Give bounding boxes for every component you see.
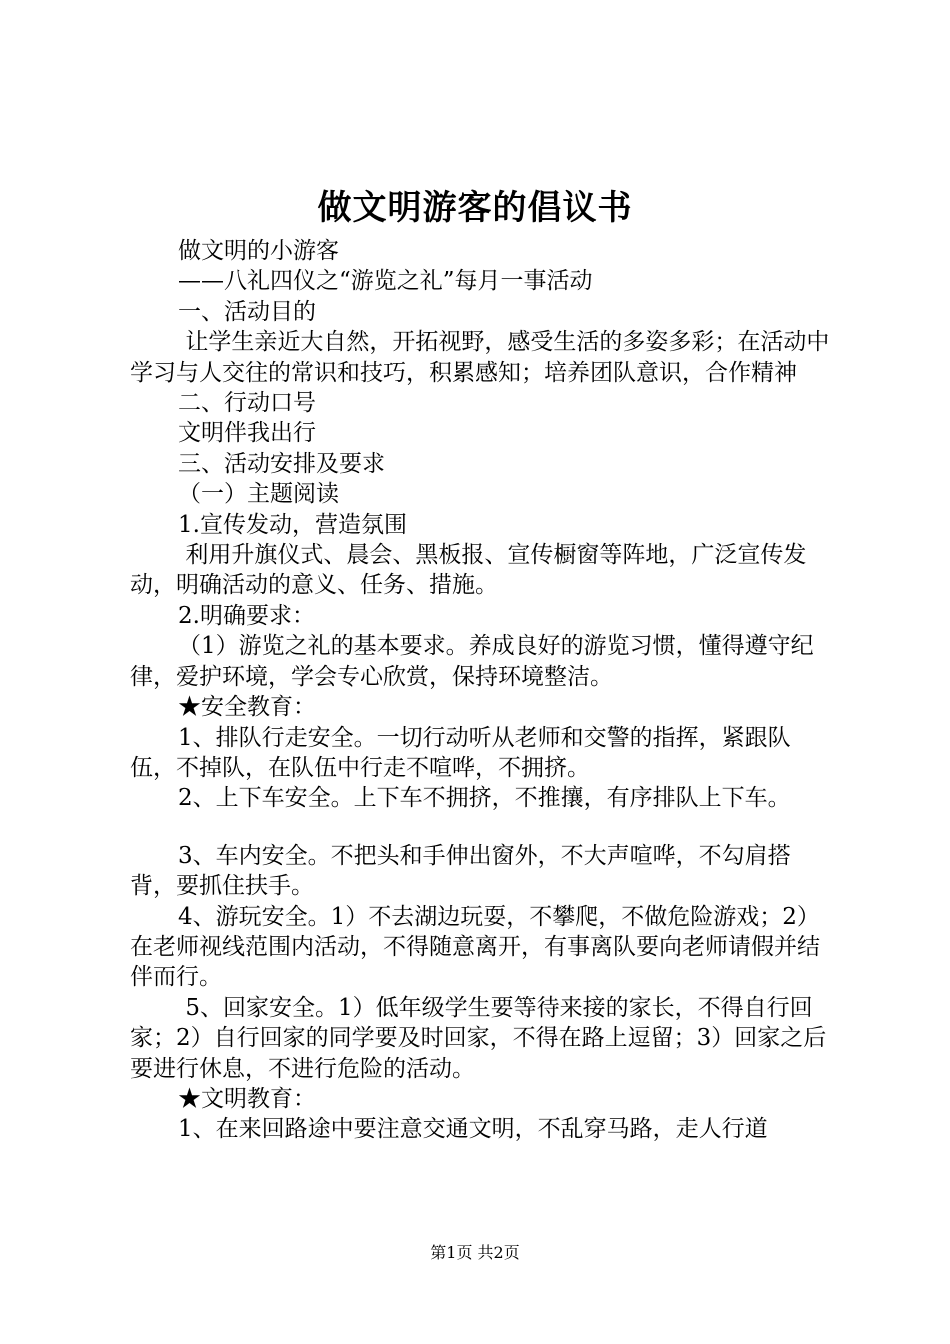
paragraph: 1.宣传发动，营造氛围 <box>178 511 407 538</box>
paragraph: 文明伴我出行 <box>178 420 316 447</box>
paragraph: 做文明的小游客 <box>178 238 339 264</box>
section-heading: 三、活动安排及要求 <box>178 450 385 477</box>
paragraph: 1、在来回路途中要注意交通文明，不乱穿马路，走人行道 <box>178 1116 768 1143</box>
section-heading: 一、活动目的 <box>178 298 316 325</box>
paragraph: 4、游玩安全。1）不去湖边玩耍，不攀爬，不做危险游戏；2）在老师视线范围内活动，不得随意离开，有事离队要向老师请假并结伴而行。 <box>130 903 820 991</box>
paragraph: 3、车内安全。不把头和手伸出窗外，不大声喧哗，不勾肩搭背，要抓住扶手。 <box>130 842 791 900</box>
subsection-heading: （一）主题阅读 <box>178 481 339 508</box>
section-heading: 二、行动口号 <box>178 390 316 417</box>
paragraph: 让学生亲近大自然，开拓视野，感受生活的多姿多彩；在活动中学习与人交往的常识和技巧，积累感知；培养团队意识，合作精神 <box>130 329 830 386</box>
star-heading: ★安全教育： <box>178 694 316 721</box>
paragraph: 2、上下车安全。上下车不拥挤，不推攘，有序排队上下车。 <box>178 785 791 812</box>
paragraph: 2.明确要求： <box>178 602 315 629</box>
paragraph: ——八礼四仪之“游览之礼”每月一事活动 <box>178 268 593 295</box>
page-number-footer: 第1页 共2页 <box>430 1243 520 1262</box>
star-heading: ★文明教育： <box>178 1085 316 1112</box>
document-body <box>130 236 835 1145</box>
paragraph: （1）游览之礼的基本要求。养成良好的游览习惯，懂得遵守纪律，爱护环境，学会专心欣赏，保持环境整洁。 <box>130 633 814 690</box>
paragraph: 5、回家安全。1）低年级学生要等待来接的家长，不得自行回家；2）自行回家的同学要及时回家，不得在路上逗留；3）回家之后要进行休息，不进行危险的活动。 <box>130 994 827 1082</box>
paragraph: 利用升旗仪式、晨会、黑板报、宣传橱窗等阵地，广泛宣传发动，明确活动的意义、任务、措施。 <box>130 542 807 599</box>
document-title: 做文明游客的倡议书 <box>317 188 633 228</box>
paragraph: 1、排队行走安全。一切行动听从老师和交警的指挥，紧跟队伍，不掉队，在队伍中行走不喧哗，不拥挤。 <box>130 724 791 781</box>
